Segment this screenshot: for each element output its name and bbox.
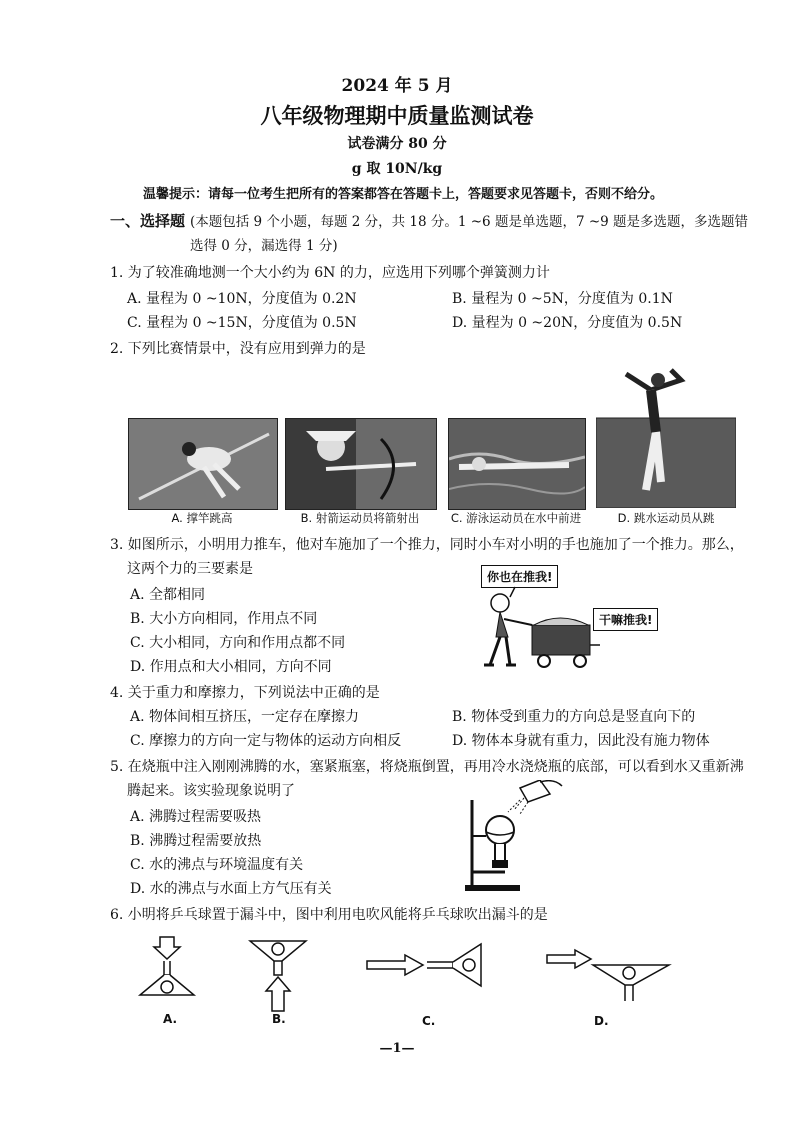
- q1-option-b: B. 量程为 0 ~5N，分度值为 0.1N: [452, 291, 673, 307]
- pole-vault-illustration: [129, 419, 277, 509]
- speech-bubble-boy: 你也在推我!: [481, 565, 558, 588]
- q5-option-d: D. 水的沸点与水面上方气压有关: [130, 881, 332, 897]
- funnel-figure-d: [545, 945, 675, 1005]
- q4-option-d: D. 物体本身就有重力，因此没有施力物体: [452, 733, 710, 749]
- q2-caption-a: A. 撑竿跳高: [171, 511, 233, 525]
- page-number: —1—: [379, 1041, 415, 1056]
- q2-caption-b: B. 射箭运动员将箭射出: [300, 511, 420, 525]
- q3-option-c: C. 大小相同，方向和作用点都不同: [130, 635, 346, 651]
- q2-caption-c: C. 游泳运动员在水中前进: [450, 511, 582, 525]
- g-value: g 取 10N/kg: [351, 161, 443, 177]
- q5-option-b: B. 沸腾过程需要放热: [130, 833, 262, 849]
- q1-option-d: D. 量程为 0 ~20N，分度值为 0.5N: [452, 315, 683, 331]
- funnel-figure-c: [365, 940, 495, 990]
- flask-stand-figure: [450, 780, 570, 900]
- funnel-figure-a: [136, 935, 198, 1005]
- full-score: 试卷满分 80 分: [347, 136, 447, 152]
- q6-stem: 6. 小明将乒乓球置于漏斗中，图中利用电吹风能将乒乓球吹出漏斗的是: [110, 907, 548, 923]
- boy-pushing-cart-figure: [470, 585, 620, 675]
- q3-stem-2: 这两个力的三要素是: [127, 561, 253, 577]
- section-title: 一、选择题: [110, 212, 186, 230]
- q1-option-a: A. 量程为 0 ~10N，分度值为 0.2N: [127, 291, 357, 307]
- archery-illustration: [286, 419, 436, 509]
- q6-label-c: C.: [422, 1014, 436, 1028]
- photo-pole-vault: [128, 418, 278, 510]
- q4-option-a: A. 物体间相互挤压，一定存在摩擦力: [130, 709, 360, 725]
- q6-label-a: A.: [163, 1012, 178, 1026]
- q5-option-a: A. 沸腾过程需要吸热: [130, 809, 262, 825]
- q5-stem-1: 5. 在烧瓶中注入刚刚沸腾的水，塞紧瓶塞，将烧瓶倒置，再用冷水浇烧瓶的底部，可以看到水又重新沸: [110, 759, 744, 775]
- q2-caption-d: D. 跳水运动员从跳: [617, 511, 715, 525]
- q5-stem-2: 腾起来。该实验现象说明了: [127, 783, 295, 799]
- q3-option-a: A. 全都相同: [130, 587, 206, 603]
- q4-option-b: B. 物体受到重力的方向总是竖直向下的: [452, 709, 696, 725]
- section-desc-2: 选得 0 分，漏选得 1 分): [190, 238, 338, 254]
- funnel-figure-b: [248, 935, 308, 1015]
- exam-title: 八年级物理期中质量监测试卷: [260, 103, 534, 128]
- exam-date: 2024 年 5 月: [341, 76, 453, 96]
- q3-option-b: B. 大小方向相同，作用点不同: [130, 611, 318, 627]
- q4-option-c: C. 摩擦力的方向一定与物体的运动方向相反: [130, 733, 402, 749]
- q6-label-b: B.: [272, 1012, 286, 1026]
- q3-option-d: D. 作用点和大小相同，方向不同: [130, 659, 332, 675]
- q3-stem-1: 3. 如图所示，小明用力推车，他对车施加了一个推力，同时小车对小明的手也施加了一个推力。那么，: [110, 537, 744, 553]
- q1-option-c: C. 量程为 0 ~15N，分度值为 0.5N: [127, 315, 357, 331]
- section-desc-1: (本题包括 9 个小题，每题 2 分，共 18 分。1 ~6 题是单选题，7 ~9 题是多选题，多选题错: [190, 214, 749, 230]
- q2-stem: 2. 下列比赛情景中，没有应用到弹力的是: [110, 341, 366, 357]
- speech-bubble-cart: 干嘛推我!: [593, 608, 658, 631]
- photo-swimming: [448, 418, 586, 510]
- q5-option-c: C. 水的沸点与环境温度有关: [130, 857, 304, 873]
- q6-label-d: D.: [594, 1014, 609, 1028]
- swimming-illustration: [449, 419, 585, 509]
- photo-diving: [596, 362, 736, 508]
- photo-archery: [285, 418, 437, 510]
- q4-stem: 4. 关于重力和摩擦力，下列说法中正确的是: [110, 685, 380, 701]
- q1-stem: 1. 为了较准确地测一个大小约为 6N 的力，应选用下列哪个弹簧测力计: [110, 265, 550, 281]
- diving-illustration: [596, 362, 736, 508]
- exam-tip: 温馨提示：请每一位考生把所有的答案都答在答题卡上，答题要求见答题卡，否则不给分。: [143, 187, 664, 202]
